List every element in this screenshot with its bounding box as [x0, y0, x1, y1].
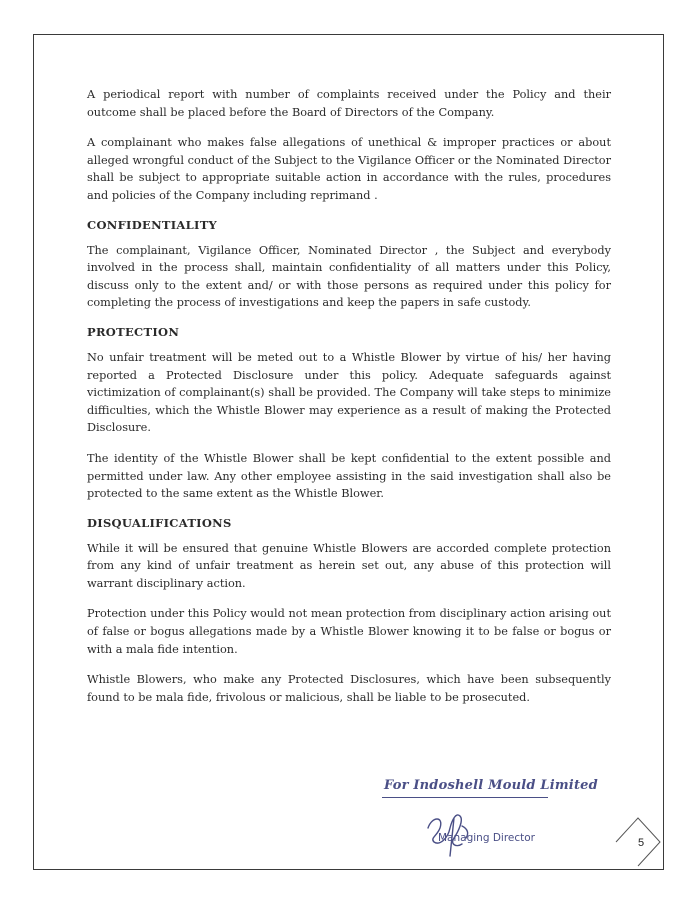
paragraph-disqualifications-bogus: Protection under this Policy would not mean protection from disciplinary action arising out of false or bogus allegations made by a Whistle Blower knowing it to be false or bogus or with a mala fide intention.: [87, 607, 611, 656]
paragraph-report: A periodical report with number of complaints received under the Policy and their outcome shall be placed before the Board of Directors of the Company.: [87, 88, 611, 119]
paragraph-disqualifications-prosecuted: Whistle Blowers, who make any Protected Disclosures, which have been subsequently found to be mala fide, frivolous or malicious, shall be liable to be prosecuted.: [87, 673, 611, 704]
heading-confidentiality: CONFIDENTIALITY: [87, 217, 218, 232]
stamp-role: Managing Director: [438, 832, 536, 844]
company-stamp: [380, 770, 598, 860]
paragraph-confidentiality: The complainant, Vigilance Officer, Nominated Director , the Subject and everybody involved in the process shall, maintain confidentiality of all matters under this Policy, discuss only to the extent and/ or with those persons as required under this policy for completing the process of investigations and keep the papers in safe custody.: [87, 243, 611, 310]
page-number-badge: [608, 812, 668, 872]
heading-disqualifications: DISQUALIFICATIONS: [87, 515, 232, 530]
heading-protection: PROTECTION: [87, 324, 180, 339]
paragraph-false-allegations: A complainant who makes false allegations of unethical & improper practices or about alleged wrongful conduct of the Subject to the Vigilance Officer or the Nominated Director shall be subject to appropriate suitable action in accordance with the rules, procedures and policies of the Company including reprimand .: [87, 136, 611, 202]
paragraph-protection-identity: The identity of the Whistle Blower shall be kept confidential to the extent possible and permitted under law. Any other employee assisting in the said investigation shall also be protected to the same extent as the Whistle Blower.: [87, 451, 611, 501]
paragraph-disqualifications-abuse: While it will be ensured that genuine Whistle Blowers are accorded complete protection from any kind of unfair treatment as herein set out, any abuse of this protection will warrant disciplinary action.: [87, 541, 611, 590]
paragraph-protection-unfair-treatment: No unfair treatment will be meted out to a Whistle Blower by virtue of his/ her having reported a Protected Disclosure under this policy. Adequate safeguards against victimization of complainant(s) shall be provided. The Company will take steps to minimize difficulties, which the Whistle Blower may experience as a result of making the Protected Disclosure.: [87, 350, 611, 435]
signature-icon: [410, 798, 500, 858]
page-number: 5: [638, 837, 645, 849]
document-body: [87, 86, 611, 719]
stamp-company-name: For Indoshell Mould Limited: [384, 778, 598, 793]
